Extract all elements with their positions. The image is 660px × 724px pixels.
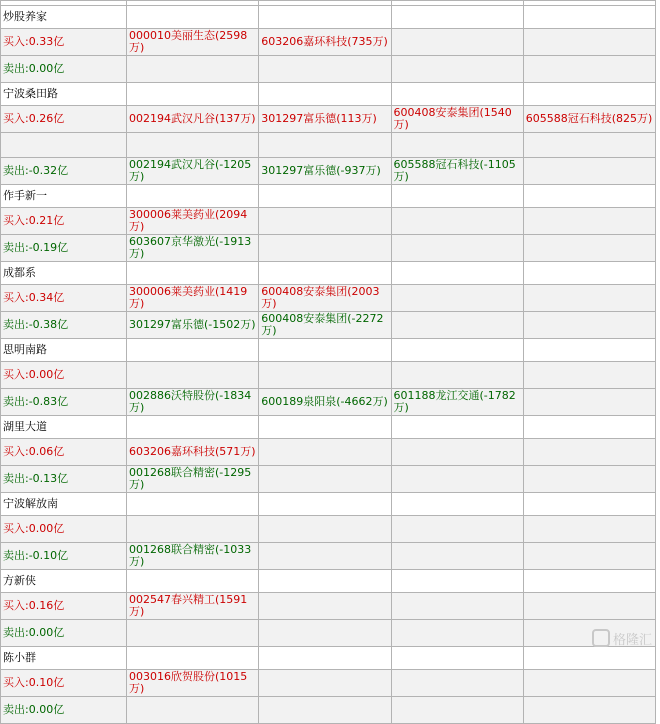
stock-cell [259, 339, 391, 362]
seat-name-row [1, 493, 656, 516]
stock-cell [127, 516, 259, 543]
stock-cell [523, 185, 655, 208]
gelonghui-logo-icon [592, 629, 610, 647]
amount-cell: 买入:0.00亿 [1, 516, 127, 543]
stock-cell [523, 570, 655, 593]
stock-cell [259, 362, 391, 389]
seat-name-row [1, 647, 656, 670]
buy-row [1, 670, 656, 697]
stock-cell [391, 6, 523, 29]
stock-cell [259, 516, 391, 543]
stock-cell [259, 416, 391, 439]
stock-cell [391, 466, 523, 493]
stock-cell [391, 697, 523, 724]
sell-row [1, 466, 656, 493]
amount-cell: 买入:0.26亿 [1, 106, 127, 133]
stock-cell [391, 208, 523, 235]
stock-cell [523, 312, 655, 339]
stock-cell [523, 133, 655, 158]
sell-row [1, 158, 656, 185]
seat-name-row [1, 339, 656, 362]
stock-cell [259, 466, 391, 493]
stock-cell [523, 208, 655, 235]
stock-cell [259, 697, 391, 724]
stock-cell [391, 56, 523, 83]
stock-cell: 605588冠石科技(825万) [523, 106, 655, 133]
stock-cell: 600408安泰集团(-2272万) [259, 312, 391, 339]
stock-cell [391, 262, 523, 285]
stock-cell [127, 83, 259, 106]
stock-cell [127, 570, 259, 593]
amount-cell: 卖出:-0.32亿 [1, 158, 127, 185]
amount-cell: 卖出:-0.83亿 [1, 389, 127, 416]
stock-cell [259, 6, 391, 29]
amount-cell: 卖出:0.00亿 [1, 697, 127, 724]
stock-cell: 003016欣贺股份(1015万) [127, 670, 259, 697]
stock-cell [523, 543, 655, 570]
stock-cell: 301297富乐德(113万) [259, 106, 391, 133]
amount-cell: 买入:0.00亿 [1, 362, 127, 389]
seat-name-cell: 方新侠 [1, 570, 127, 593]
stock-cell [391, 647, 523, 670]
stock-cell [391, 285, 523, 312]
seat-name-cell: 炒股养家 [1, 6, 127, 29]
stock-cell [523, 83, 655, 106]
amount-cell: 卖出:-0.38亿 [1, 312, 127, 339]
seat-name-row [1, 416, 656, 439]
stock-cell [259, 262, 391, 285]
stock-cell [523, 158, 655, 185]
sell-row [1, 235, 656, 262]
amount-cell: 卖出:0.00亿 [1, 620, 127, 647]
buy-row [1, 106, 656, 133]
stock-cell [391, 185, 523, 208]
stock-cell: 603206嘉环科技(735万) [259, 29, 391, 56]
stock-cell [391, 416, 523, 439]
stock-cell [391, 670, 523, 697]
seat-name-cell: 思明南路 [1, 339, 127, 362]
buy-row [1, 593, 656, 620]
stock-cell: 603206嘉环科技(571万) [127, 439, 259, 466]
amount-cell: 卖出:-0.10亿 [1, 543, 127, 570]
stock-cell: 301297富乐德(-937万) [259, 158, 391, 185]
stock-cell [391, 620, 523, 647]
seat-name-row [1, 6, 656, 29]
stock-cell [391, 312, 523, 339]
seat-name-row [1, 83, 656, 106]
stock-cell: 001268联合精密(-1033万) [127, 543, 259, 570]
stock-cell [523, 493, 655, 516]
seat-name-cell: 作手新一 [1, 185, 127, 208]
stock-cell [523, 670, 655, 697]
stock-cell [523, 262, 655, 285]
sell-row [1, 697, 656, 724]
amount-cell: 买入:0.16亿 [1, 593, 127, 620]
stock-cell [523, 466, 655, 493]
stock-cell [127, 185, 259, 208]
buy-row [1, 439, 656, 466]
stock-cell [259, 620, 391, 647]
stock-cell [391, 493, 523, 516]
buy-row [1, 516, 656, 543]
seat-name-row [1, 262, 656, 285]
stock-cell [127, 262, 259, 285]
stock-cell: 002886沃特股份(-1834万) [127, 389, 259, 416]
stock-cell [259, 235, 391, 262]
stock-cell: 605588冠石科技(-1105万) [391, 158, 523, 185]
stock-cell [523, 439, 655, 466]
stock-cell [523, 416, 655, 439]
amount-cell: 买入:0.10亿 [1, 670, 127, 697]
stock-cell [523, 29, 655, 56]
blank-row [1, 133, 656, 158]
stock-cell [391, 133, 523, 158]
stock-cell [523, 389, 655, 416]
sell-row [1, 389, 656, 416]
stock-cell [259, 208, 391, 235]
seat-name-row [1, 185, 656, 208]
amount-cell: 买入:0.33亿 [1, 29, 127, 56]
table-body [1, 1, 656, 724]
amount-cell [1, 133, 127, 158]
stock-cell: 002547春兴精工(1591万) [127, 593, 259, 620]
stock-cell [523, 285, 655, 312]
stock-cell [127, 620, 259, 647]
stock-cell: 002194武汉凡谷(-1205万) [127, 158, 259, 185]
stock-cell [127, 133, 259, 158]
stock-cell [523, 339, 655, 362]
seat-name-cell: 宁波解放南 [1, 493, 127, 516]
watermark-text: 格隆汇 [612, 633, 652, 648]
stock-cell [391, 593, 523, 620]
buy-row [1, 285, 656, 312]
sell-row [1, 620, 656, 647]
stock-cell: 000010美丽生态(2598万) [127, 29, 259, 56]
stock-cell [127, 56, 259, 83]
stock-cell [259, 647, 391, 670]
stock-cell [523, 697, 655, 724]
stock-cell: 001268联合精密(-1295万) [127, 466, 259, 493]
seat-name-cell: 宁波桑田路 [1, 83, 127, 106]
seat-name-cell: 陈小群 [1, 647, 127, 670]
stock-cell [259, 570, 391, 593]
stock-cell [391, 362, 523, 389]
seat-name-row [1, 570, 656, 593]
stock-cell: 300006莱美药业(1419万) [127, 285, 259, 312]
stock-cell [127, 647, 259, 670]
stock-cell [127, 6, 259, 29]
stock-cell [259, 493, 391, 516]
sell-row [1, 56, 656, 83]
stock-cell [259, 593, 391, 620]
amount-cell: 卖出:-0.13亿 [1, 466, 127, 493]
stock-cell [391, 83, 523, 106]
stock-cell [127, 493, 259, 516]
amount-cell: 买入:0.34亿 [1, 285, 127, 312]
stock-cell [259, 133, 391, 158]
stock-cell [523, 362, 655, 389]
seat-name-cell: 成都系 [1, 262, 127, 285]
stock-cell [523, 516, 655, 543]
stock-cell [259, 83, 391, 106]
amount-cell: 卖出:0.00亿 [1, 56, 127, 83]
seat-name-cell: 湖里大道 [1, 416, 127, 439]
stock-cell: 601188龙江交通(-1782万) [391, 389, 523, 416]
buy-row [1, 362, 656, 389]
stock-cell [391, 235, 523, 262]
stock-cell [259, 439, 391, 466]
stock-cell: 600408安泰集团(2003万) [259, 285, 391, 312]
stock-cell [127, 362, 259, 389]
stock-cell [391, 516, 523, 543]
stock-cell [391, 29, 523, 56]
stock-cell [523, 56, 655, 83]
stock-cell [259, 670, 391, 697]
sell-row [1, 312, 656, 339]
sell-row [1, 543, 656, 570]
stock-cell: 600408安泰集团(1540万) [391, 106, 523, 133]
stock-cell: 300006莱美药业(2094万) [127, 208, 259, 235]
stock-cell [259, 56, 391, 83]
amount-cell: 买入:0.21亿 [1, 208, 127, 235]
stock-cell [127, 697, 259, 724]
amount-cell: 买入:0.06亿 [1, 439, 127, 466]
stock-cell [391, 339, 523, 362]
stock-cell [391, 543, 523, 570]
amount-cell: 卖出:-0.19亿 [1, 235, 127, 262]
stock-cell [127, 339, 259, 362]
stock-cell [523, 235, 655, 262]
stock-cell [259, 543, 391, 570]
stock-cell [259, 185, 391, 208]
stock-cell [523, 647, 655, 670]
stock-cell: 301297富乐德(-1502万) [127, 312, 259, 339]
stock-cell [523, 6, 655, 29]
stock-cell: 002194武汉凡谷(137万) [127, 106, 259, 133]
stock-cell [391, 570, 523, 593]
stock-cell [523, 593, 655, 620]
buy-row [1, 29, 656, 56]
stock-cell [127, 416, 259, 439]
stock-cell: 603607京华激光(-1913万) [127, 235, 259, 262]
stock-cell [391, 439, 523, 466]
stock-cell: 600189泉阳泉(-4662万) [259, 389, 391, 416]
buy-row [1, 208, 656, 235]
watermark [592, 629, 652, 648]
